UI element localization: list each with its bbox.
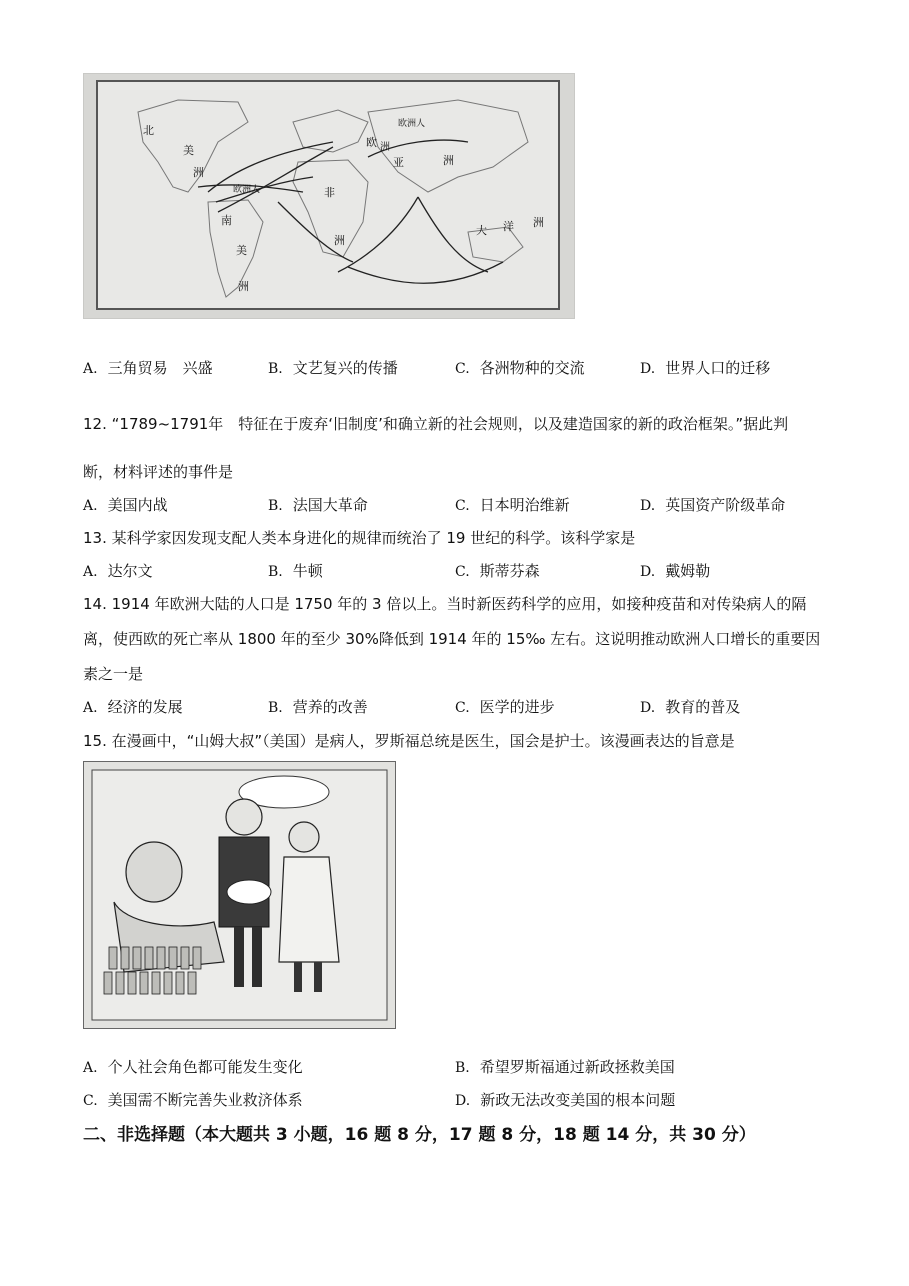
q12-option-a: A. 美国内战: [83, 496, 168, 514]
q14-stem-line2: 离，使西欧的死亡率从 1800 年的至少 30%降低到 1914 年的 15‰ 左右。这说明推动欧洲人口增长的重要因: [83, 630, 821, 648]
q11-option-c: C. 各洲物种的交流: [455, 359, 585, 377]
map-label-america2: 洲: [193, 166, 204, 179]
map-label-south1: 南: [221, 214, 232, 227]
map-label-ocean3: 洲: [533, 216, 544, 229]
cartoon-drawing: [84, 762, 395, 1028]
q13-option-a: A. 达尔文: [83, 562, 153, 580]
q12-stem-line1: 12. “1789~1791年 特征在于废弃‘旧制度’和确立新的社会规则，以及建造国家的新的政治框架。”据此判: [83, 415, 789, 433]
map-label-asia2: 洲: [443, 154, 454, 167]
map-label-north: 北: [143, 124, 154, 137]
q11-option-b: B. 文艺复兴的传播: [268, 359, 398, 377]
q13-option-d: D. 戴姆勒: [640, 562, 711, 580]
q13-option-b: B. 牛顿: [268, 562, 323, 580]
map-label-ocean2: 洋: [503, 220, 514, 233]
q11-option-d: D. 世界人口的迁移: [640, 359, 771, 377]
map-label-south2: 美: [236, 244, 247, 257]
q11-option-a: A. 三角贸易 兴盛: [83, 359, 213, 377]
q14-option-d: D. 教育的普及: [640, 698, 741, 716]
map-label-europe2: 洲: [380, 142, 390, 153]
q13-option-c: C. 斯蒂芬森: [455, 562, 540, 580]
q14-option-a: A. 经济的发展: [83, 698, 183, 716]
q14-stem-line3: 素之一是: [83, 665, 144, 683]
q14-stem-line1: 14. 1914 年欧洲大陆的人口是 1750 年的 3 倍以上。当时新医药科学的应用，如接种疫苗和对传染病人的隔: [83, 595, 807, 613]
q15-option-c: C. 美国需不断完善失业救济体系: [83, 1091, 303, 1109]
map-label-south3: 洲: [238, 280, 249, 293]
q12-stem-line2: 断，材料评述的事件是: [83, 463, 234, 481]
map-label-america1: 美: [183, 144, 194, 157]
q15-option-d: D. 新政无法改变美国的根本问题: [455, 1091, 676, 1109]
section-heading-non-choice: 二、非选择题（本大题共 3 小题，16 题 8 分，17 题 8 分，18 题 14 分，共 30 分）: [83, 1125, 756, 1145]
map-label-ocean1: 大: [476, 224, 487, 237]
world-migration-map: [83, 73, 575, 319]
q14-option-c: C. 医学的进步: [455, 698, 555, 716]
q12-option-d: D. 英国资产阶级革命: [640, 496, 786, 514]
q15-option-b: B. 希望罗斯福通过新政拯救美国: [455, 1058, 675, 1076]
map-label-asia1: 亚: [393, 156, 404, 169]
map-label-africa1: 非: [324, 186, 335, 199]
q12-option-b: B. 法国大革命: [268, 496, 368, 514]
q12-option-c: C. 日本明治维新: [455, 496, 570, 514]
map-arrow-label-1: 欧洲人: [398, 119, 426, 129]
map-arrow-label-2: 欧洲人: [233, 185, 261, 195]
q13-stem-line1: 13. 某科学家因发现支配人类本身进化的规律而统治了 19 世纪的科学。该科学家是: [83, 529, 636, 547]
q15-option-a: A. 个人社会角色都可能发生变化: [83, 1058, 303, 1076]
map-frame: [96, 80, 560, 310]
q14-option-b: B. 营养的改善: [268, 698, 368, 716]
new-deal-cartoon: [83, 761, 396, 1029]
map-label-europe1: 欧: [366, 136, 377, 149]
q15-stem-line1: 15. 在漫画中，“山姆大叔”（美国）是病人，罗斯福总统是医生，国会是护士。该漫画表达的旨意是: [83, 732, 735, 750]
map-label-africa2: 洲: [334, 234, 345, 247]
